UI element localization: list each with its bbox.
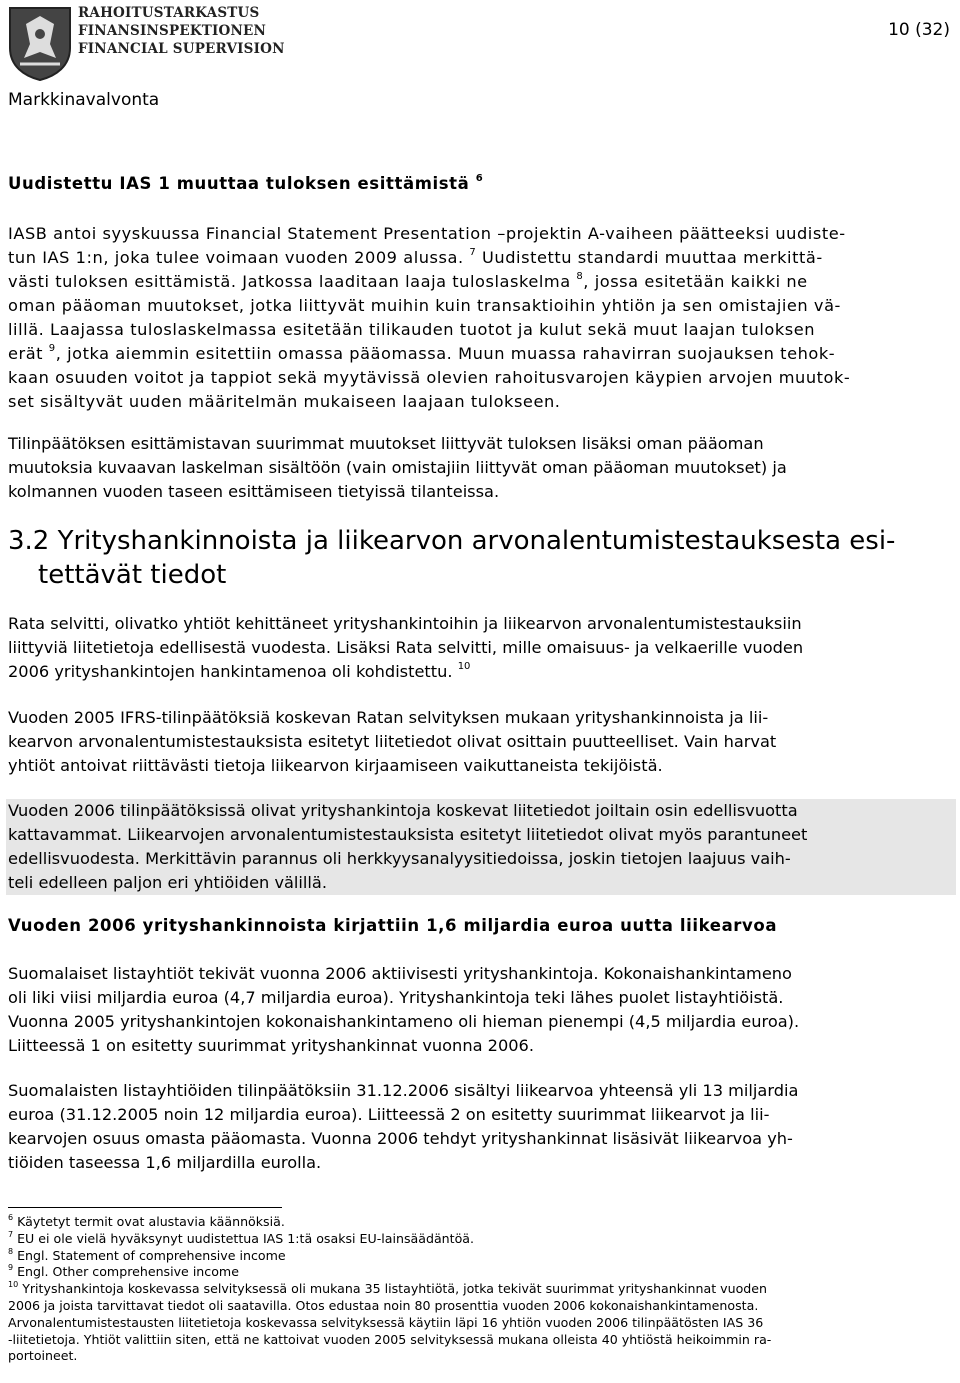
paragraph-ias1-intro: IASB antoi syyskuussa Financial Statement Presentation –projektin A-vaiheen päätteeksi uudiste- tun IAS 1:n, joka tulee voimaan vuoden 2009 alussa. $^7$ Uudistettu standardi muuttaa merkittä- västi tuloksen esittämistä. Jatkossa laaditaan laaja tuloslaskelma $^8$, jossa esitetään kaikki ne oman pääoman muutokset, jotka liittyvät muihin kuin transaktioihin yhtiön ja sen omistajien vä- lillä. Laajassa tuloslaskelmassa esitetään tilikauden tuotot ja kulut sekä muut laajan tuloksen erät $^9$, jotka aiemmin esitettiin omassa pääomassa. Muun muassa rahavirran suojauksen tehok- kaan osuuden voitot ja tappiot sekä myytävissä olevien rahoitusvarojen käypien arvojen muutok- set sisältyvät uuden määritelmän mukaiseen laajaan tulokseen.	[8, 224, 851, 411]
paragraph-acquisitions-2006: Suomalaiset listayhtiöt tekivät vuonna 2006 aktiivisesti yrityshankintoja. Kokonaishankintameno oli liki viisi miljardia euroa (4,7 miljardia euroa). Yrityshankintoja teki lähes puolet listayhtiöistä. Vuonna 2005 yrityshankintojen kokonaishankintameno oli hieman pienempi (4,5 miljardia euroa). Liitteessä 1 on esitetty suurimmat yrityshankinnat vuonna 2006.	[8, 964, 800, 1055]
footnote-10-cont: -liitetietoja. Yhtiöt valittiin siten, että ne kattoivat vuoden 2005 selvityksessä mukana olleista 40 yhtiöstä heikoimmin ra-	[8, 1331, 772, 1347]
section-heading-goodwill-2006: Vuoden 2006 yrityshankinnoista kirjattiin 1,6 miljardia euroa uutta liikearvoa	[8, 916, 778, 935]
paragraph-2005-findings: Vuoden 2005 IFRS-tilinpäätöksiä koskevan Ratan selvityksen mukaan yrityshankinnoista ja lii- kearvon arvonalentumistestauksista esitetyt liitetiedot olivat osittain puutteelliset. Vain harvat yhtiöt antoivat riittävästi tietoja liikearvon kirjaamiseen vaikuttaneista tekijöistä.	[8, 708, 777, 775]
footnote-divider	[8, 1207, 282, 1208]
footnote-8: $^8$ Engl. Statement of comprehensive income	[8, 1246, 286, 1263]
department-label: Markkinavalvonta	[8, 90, 160, 110]
page-number: 10 (32)	[888, 20, 950, 40]
paragraph-ias1-changes: Tilinpäätöksen esittämistavan suurimmat muutokset liittyvät tuloksen lisäksi oman pääoman muutoksia kuvaavan laskelman sisältöön (vain omistajiin liittyvät oman pääoman muutokset) ja kolmannen vuoden taseen esittämiseen tietyissä tilanteissa.	[8, 434, 787, 501]
org-name-en: FINANCIAL SUPERVISION	[78, 41, 285, 57]
section-heading-ias1: Uudistettu IAS 1 muuttaa tuloksen esittämistä $^6$	[8, 173, 484, 193]
footnote-7: $^7$ EU ei ole vielä hyväksynyt uudistettua IAS 1:tä osaksi EU-lainsäädäntöä.	[8, 1229, 475, 1246]
highlighted-paragraph-2006-findings: Vuoden 2006 tilinpäätöksissä olivat yrityshankintoja koskevat liitetiedot joiltain osin edellisvuotta kattavammat. Liikearvojen arvonalentumistestauksista esitetyt liitetiedot olivat myös parantuneet edellisvuodesta. Merkittävin parannus oli herkkyysanalyysitiedoissa, joskin tietojen laajuus vaih- teli edelleen paljon eri yhtiöiden välillä.	[6, 799, 956, 895]
footnote-10: $^{10}$ Yrityshankintoja koskevassa selvityksessä oli mukana 35 listayhtiötä, jotka tekivät suurimmat yrityshankinnat vuoden	[8, 1280, 768, 1297]
org-name-fi: RAHOITUSTARKASTUS	[78, 5, 260, 21]
footnote-10-cont: 2006 ja joista tarvittavat tiedot oli saatavilla. Otos edustaa noin 80 prosenttia vuoden 2006 kokonaishankintamenosta.	[8, 1297, 759, 1313]
footnote-10-cont: portoineet.	[8, 1348, 78, 1364]
organization-names	[78, 4, 285, 58]
footnote-9: $^9$ Engl. Other comprehensive income	[8, 1263, 239, 1280]
paragraph-rata-survey: Rata selvitti, olivatko yhtiöt kehittäneet yrityshankintoihin ja liikearvon arvonalentumistestauksiin liittyviä liitetietoja edellisestä vuodesta. Lisäksi Rata selvitti, mille omaisuus- ja velkaerille vuoden 2006 yrityshankintojen hankintamenoa oli kohdistettu. $^{10}$	[8, 614, 804, 681]
footnote-6: $^6$ Käytetyt termit ovat alustavia käännöksiä.	[8, 1213, 285, 1229]
footnotes	[8, 1214, 952, 1365]
paragraph-goodwill-totals: Suomalaisten listayhtiöiden tilinpäätöksiin 31.12.2006 sisältyi liikearvoa yhteensä yli 13 miljardia euroa (31.12.2005 noin 12 miljardia euroa). Liitteessä 2 on esitetty suurimmat liikearvot ja lii- kearvojen osuus omasta pääomasta. Vuonna 2006 tehdyt yrityshankinnat lisäsivät liikearvoa yh- tiöiden taseessa 1,6 miljardilla eurolla.	[8, 1081, 799, 1172]
organization-logo	[0, 0, 285, 86]
coat-of-arms-icon	[6, 4, 74, 82]
footnote-ref: 6	[475, 173, 484, 184]
org-name-sv: FINANSINSPEKTIONEN	[78, 23, 267, 39]
footnote-10-cont: Arvonalentumistestausten liitetietoja koskevassa selvityksessä käytiin läpi 16 yhtiön vuoden 2006 tilinpäätösten IAS 36	[8, 1314, 764, 1330]
section-heading-3-2: 3.2 Yrityshankinnoista ja liikearvon arvonalentumistestauksesta esi- tettävät tiedot	[8, 526, 896, 590]
